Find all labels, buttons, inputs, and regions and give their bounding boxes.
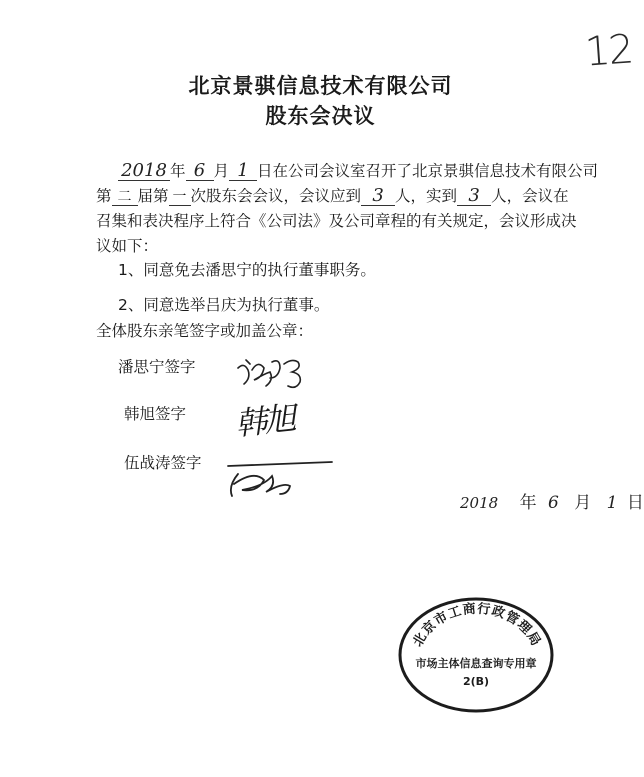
body-line-2 [96,185,569,207]
official-seal [395,593,557,713]
signatory-label-3: 伍战涛签字 [124,454,202,472]
sign-date-year-suffix: 年 [519,493,537,513]
resolution-item-1: 1、同意免去潘思宁的执行董事职务。 [118,261,376,279]
year-suffix: 年 [170,162,186,180]
line2-prefix: 第 [96,187,112,205]
signature-intro: 全体股东亲笔签字或加盖公章： [96,322,314,340]
page-number: 12 [583,26,634,76]
line2-mid3: 人，实到 [395,187,458,205]
body-line-1 [118,160,598,182]
sign-date-day: 1 [606,493,618,513]
sign-date-day-suffix: 日 [626,493,644,513]
sign-date-month-suffix: 月 [574,493,592,513]
line2-mid1: 届第 [137,187,169,205]
signatory-label-2: 韩旭签字 [124,405,187,423]
signature-pan-sining [232,350,322,392]
line2-end: 人，会议在 [491,187,569,205]
document-title-company: 北京景骐信息技术有限公司 [188,74,453,98]
signatory-label-1: 潘思宁签字 [118,358,196,376]
signing-date [460,488,644,513]
signature-wu-zhantao [220,456,340,500]
body-line-1-text: 日在公司会议室召开了北京景骐信息技术有限公司 [257,162,599,180]
document-title-resolution: 股东会决议 [265,104,376,128]
signature-han-xu: 韩旭 [233,399,296,443]
line2-mid2: 次股东会会议，会议应到 [190,187,362,205]
expected-attendees: 3 [361,187,395,206]
body-line-3: 召集和表决程序上符合《公司法》及公司章程的有关规定，会议形成决 [96,212,577,230]
month-suffix: 月 [213,162,230,180]
sign-date-year: 2018 [460,494,499,512]
seal-code: 2(B) [462,675,490,688]
seal-outer-text: 北京市工商行政管理局 [410,601,544,650]
body-line-4: 议如下： [96,237,159,255]
resolution-item-2: 2、同意选举吕庆为执行董事。 [118,296,330,314]
meeting-year: 2018 [118,162,170,181]
meeting-number: 一 [169,189,191,206]
session-number: 二 [112,189,138,206]
seal-inner-text: 市场主体信息查询专用章 [415,657,537,670]
actual-attendees: 3 [457,187,491,206]
meeting-month: 6 [186,162,214,181]
sign-date-month: 6 [548,493,559,513]
meeting-day: 1 [229,162,257,181]
